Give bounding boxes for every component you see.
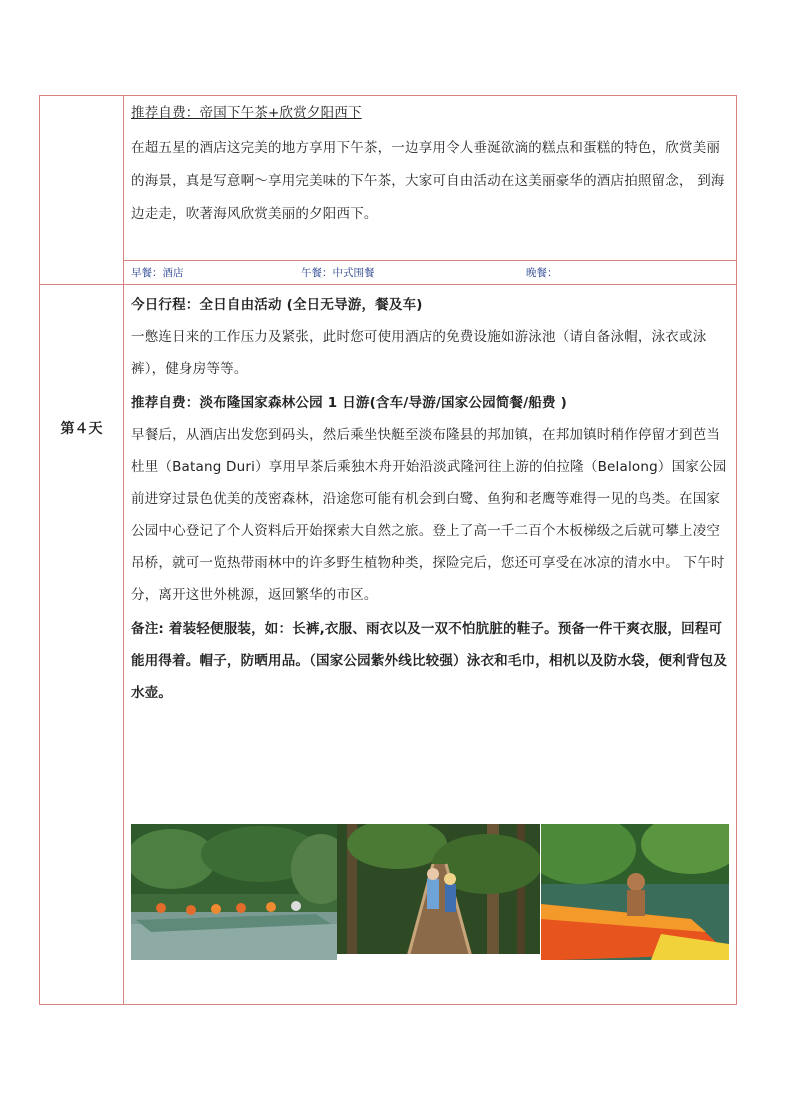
speedboat-photo xyxy=(131,824,337,960)
optional-tour-text: 早餐后，从酒店出发您到码头，然后乘坐快艇至淡布隆县的邦加镇，在邦加镇时稍作停留才到芭当杜里（Batang Duri）享用早茶后乘独木舟开始沿淡武隆河往上游的伯拉隆（Belalong）国家公园前进穿过景色优美的茂密森林，沿途您可能有机会到白鹭、鱼狗和老鹰等难得一见的鸟类。在国家公园中心登记了个人资料后开始探索大自然之旅。登上了高一千二百个木板梯级之后就可攀上凌空吊桥，就可一览热带雨林中的许多野生植物种类，探险完后，您还可享受在冰凉的清水中。 下午时分，离开这世外桃源，返回繁华的市区。 xyxy=(131,427,727,603)
forest-boardwalk-photo xyxy=(337,824,540,954)
afternoon-tea-paragraph: 在超五星的酒店这完美的地方享用下午茶，一边享用令人垂涎欲滴的糕点和蛋糕的特色，欣赏美丽的海景，真是写意啊～享用完美味的下午茶，大家可自由活动在这美丽豪华的酒店拍照留念， 到海边走走，吹著海风欣赏美丽的夕阳西下。 xyxy=(131,140,725,222)
day4-content xyxy=(131,290,730,709)
itinerary-table xyxy=(39,95,737,1005)
optional-tour-heading: 推荐自费：淡布隆国家森林公园 1 日游(含车/导游/国家公园简餐/船费 ) xyxy=(131,395,568,411)
meal-lunch: 午餐：中式围餐 xyxy=(301,267,375,279)
meals-divider xyxy=(123,260,736,261)
itinerary-text: 一憋连日来的工作压力及紧张，此时您可使用酒店的免费设施如游泳池（请自备泳帽，泳衣或泳裤），健身房等等。 xyxy=(131,329,707,377)
meal-dinner: 晚餐： xyxy=(526,267,558,279)
afternoon-tea-heading: 推荐自费：帝国下午茶+欣赏夕阳西下 xyxy=(131,105,362,121)
afternoon-tea-section xyxy=(131,98,730,231)
day-label: 第４天 xyxy=(60,421,103,437)
meals-row xyxy=(131,264,721,282)
canoe-photo xyxy=(541,824,729,960)
row-divider xyxy=(40,284,736,285)
packing-note: 备注: 着装轻便服装，如：长裤,衣服、雨衣以及一双不怕肮脏的鞋子。预备一件干爽衣服，回程可能用得着。帽子，防晒用品。（国家公园紫外线比较强）泳衣和毛巾，相机以及防水袋，便利背包及水壶。 xyxy=(131,621,728,701)
itinerary-heading: 今日行程：全日自由活动 (全日无导游，餐及车) xyxy=(131,297,423,313)
meal-breakfast: 早餐：酒店 xyxy=(131,267,184,279)
column-divider xyxy=(123,96,124,1004)
